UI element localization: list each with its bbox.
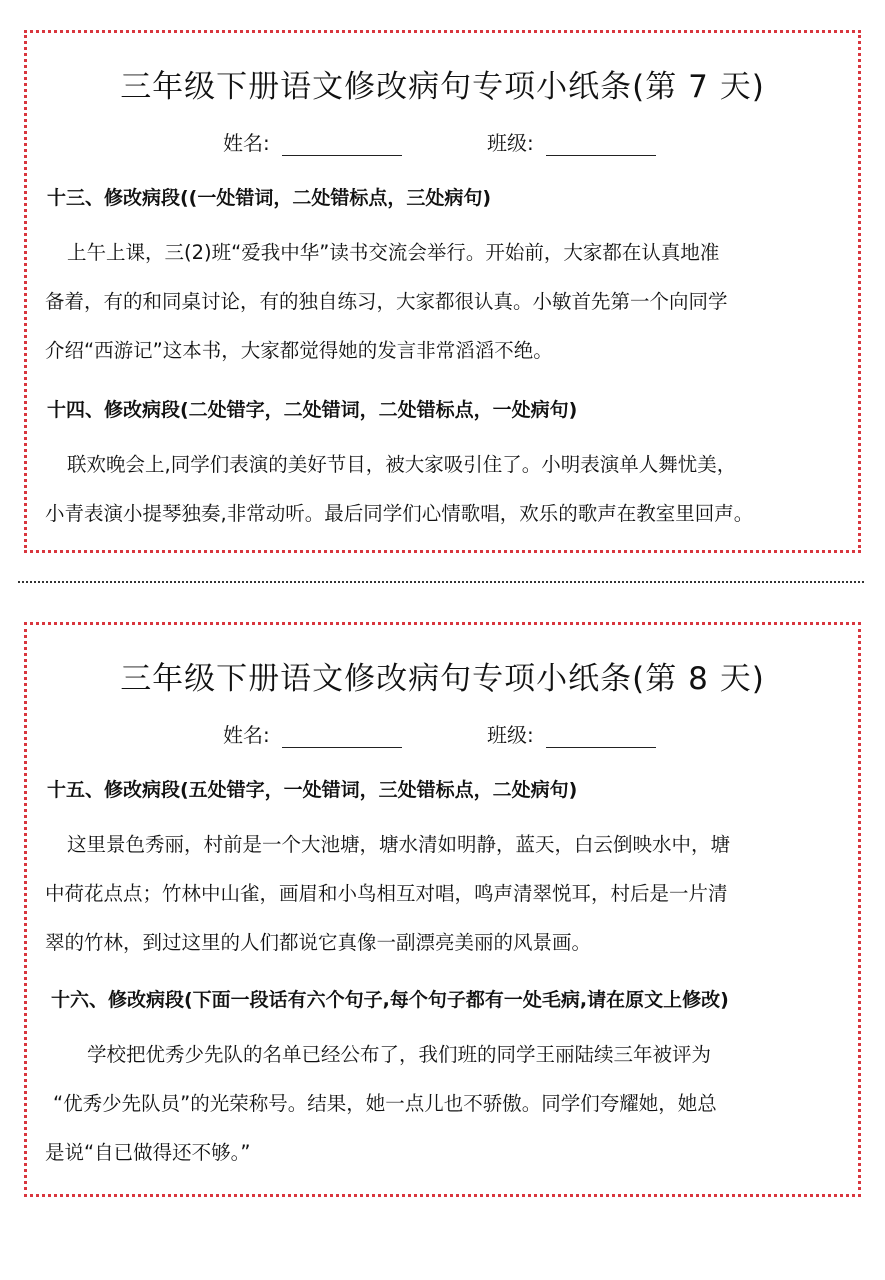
name-label: 姓名: — [223, 723, 270, 747]
paragraph-line: 是说“自已做得还不够。” — [45, 1141, 251, 1164]
name-field[interactable] — [223, 719, 402, 748]
class-field[interactable] — [487, 127, 656, 156]
section-heading: 十三、修改病段((一处错词，二处错标点，三处病句) — [47, 187, 492, 209]
paragraph-line: 这里景色秀丽，村前是一个大池塘，塘水清如明静，蓝天，白云倒映水中，塘 — [67, 833, 731, 856]
paragraph-line: 学校把优秀少先队的名单已经公布了，我们班的同学王丽陆续三年被评为 — [87, 1043, 712, 1066]
class-label: 班级: — [487, 131, 534, 155]
class-field[interactable] — [487, 719, 656, 748]
cut-line-divider — [18, 581, 864, 583]
paragraph-line: “优秀少先队员”的光荣称号。结果，她一点儿也不骄傲。同学们夸耀她，她总 — [53, 1092, 717, 1115]
paragraph-line: 翠的竹林，到过这里的人们都说它真像一副漂亮美丽的风景画。 — [45, 931, 592, 954]
paragraph-line: 上午上课，三(2)班“爱我中华”读书交流会举行。开始前，大家都在认真地准 — [67, 241, 720, 264]
class-label: 班级: — [487, 723, 534, 747]
name-label: 姓名: — [223, 131, 270, 155]
paragraph-line: 小青表演小提琴独奏,非常动听。最后同学们心情歌唱，欢乐的歌声在教室里回声。 — [45, 502, 754, 525]
section-heading: 十四、修改病段(二处错字，二处错词，二处错标点，一处病句) — [47, 399, 578, 421]
paragraph-line: 备着，有的和同桌讨论，有的独自练习，大家都很认真。小敏首先第一个向同学 — [45, 290, 728, 313]
section-heading: 十五、修改病段(五处错字，一处错词，三处错标点，二处病句) — [47, 779, 578, 801]
exercise-paragraph — [45, 440, 845, 538]
class-blank-line[interactable] — [546, 135, 656, 156]
paragraph-line: 介绍“西游记”这本书，大家都觉得她的发言非常滔滔不绝。 — [45, 339, 553, 362]
class-blank-line[interactable] — [546, 727, 656, 748]
worksheet-title: 三年级下册语文修改病句专项小纸条(第 8 天) — [120, 661, 765, 697]
exercise-paragraph — [45, 228, 845, 375]
worksheet-card-day-7 — [24, 30, 861, 553]
worksheet-title: 三年级下册语文修改病句专项小纸条(第 7 天) — [120, 69, 765, 105]
paragraph-line: 联欢晚会上,同学们表演的美好节目，被大家吸引住了。小明表演单人舞忧美， — [67, 453, 737, 476]
name-blank-line[interactable] — [282, 135, 402, 156]
student-info-row — [27, 719, 858, 747]
paragraph-line: 中荷花点点；竹林中山雀，画眉和小鸟相互对唱，鸣声清翠悦耳，村后是一片清 — [45, 882, 728, 905]
exercise-paragraph — [45, 1030, 845, 1177]
section-heading: 十六、修改病段(下面一段话有六个句子,每个句子都有一处毛病,请在原文上修改) — [51, 989, 729, 1011]
exercise-paragraph — [45, 820, 845, 967]
name-field[interactable] — [223, 127, 402, 156]
worksheet-card-day-8 — [24, 622, 861, 1197]
student-info-row — [27, 127, 858, 155]
name-blank-line[interactable] — [282, 727, 402, 748]
